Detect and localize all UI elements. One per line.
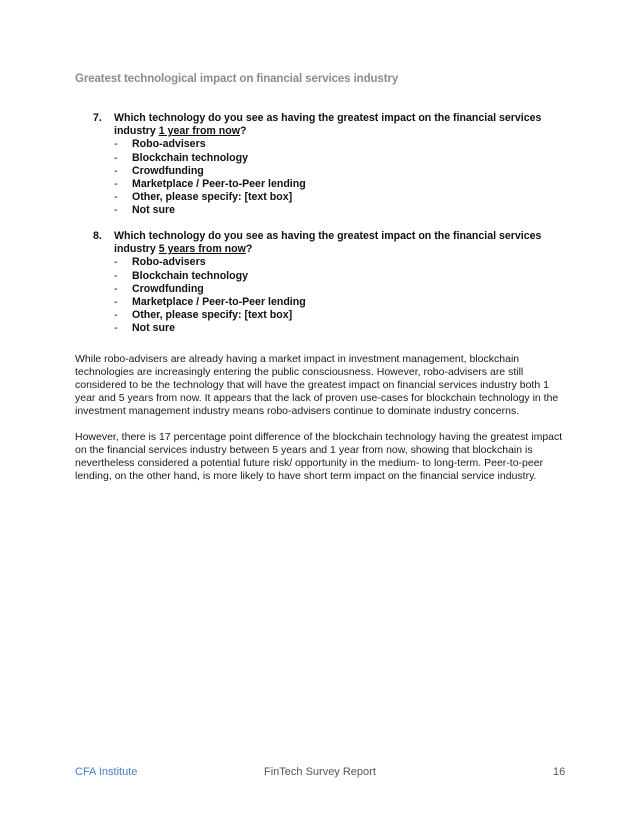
- answer-option: [114, 204, 573, 217]
- option-label: Other, please specify: [text box]: [132, 191, 293, 204]
- dash-bullet: -: [114, 282, 118, 295]
- option-label: Robo-advisers: [132, 256, 206, 269]
- option-label: Robo-advisers: [132, 138, 206, 151]
- footer-organization: CFA Institute: [75, 766, 138, 778]
- option-label: Other, please specify: [text box]: [132, 309, 293, 322]
- answer-option: [114, 165, 573, 178]
- dash-bullet: -: [114, 269, 118, 282]
- answer-option: [114, 283, 573, 296]
- answer-option: [114, 270, 573, 283]
- question-text: [114, 230, 573, 256]
- dash-bullet: -: [114, 204, 118, 217]
- dash-bullet: -: [114, 151, 118, 164]
- answer-option: [114, 309, 573, 322]
- question-number: 8.: [93, 230, 102, 242]
- option-label: Marketplace / Peer-to-Peer lending: [132, 296, 306, 309]
- question-timeframe: 1 year from now: [158, 125, 240, 138]
- body-paragraph-2: However, there is 17 percentage point difference of the blockchain technology having the greatest impact on the financial services industry between 5 years and 1 year from now, showing that blockchain is nevertheless considered a potential future risk/ opportunity in the medium- to long-term. Peer-to-peer lending, on the other hand, is more likely to have short term impact on the financial service industry.: [75, 430, 563, 483]
- dash-bullet: -: [114, 256, 118, 269]
- answer-option: [114, 296, 573, 309]
- question-mark: ?: [239, 125, 247, 138]
- dash-bullet: -: [114, 191, 118, 204]
- answer-option: [114, 191, 573, 204]
- option-label: Crowdfunding: [132, 164, 204, 177]
- question-text-part: Which technology do you see as having the greatest impact on the financial services industry: [114, 112, 542, 138]
- answer-option: [114, 322, 573, 335]
- dash-bullet: -: [114, 178, 118, 191]
- answer-option: [114, 152, 573, 165]
- footer-page-number: 16: [553, 766, 566, 778]
- answer-option: [114, 256, 573, 269]
- question-7: [93, 112, 573, 218]
- dash-bullet: -: [114, 309, 118, 322]
- footer-report-title: FinTech Survey Report: [264, 766, 376, 778]
- option-label: Crowdfunding: [132, 282, 204, 295]
- question-text: [114, 112, 573, 138]
- answer-option: [114, 138, 573, 151]
- body-paragraph-1: While robo-advisers are already having a market impact in investment management, blockchain technologies are increasingly entering the public consciousness. However, robo-advisers are still considered to be the technology that will have the greatest impact on financial services industry both 1 year and 5 years from now. It appears that the lack of proven use-cases for blockchain technology in the investment management industry means robo-advisers continue to dominate industry concerns.: [75, 352, 559, 418]
- question-number: 7.: [93, 112, 102, 124]
- question-mark: ?: [245, 243, 253, 256]
- dash-bullet: -: [114, 296, 118, 309]
- option-label: Blockchain technology: [132, 151, 248, 164]
- question-timeframe: 5 years from now: [158, 243, 246, 256]
- answer-option: [114, 178, 573, 191]
- option-label: Not sure: [132, 204, 175, 217]
- option-label: Marketplace / Peer-to-Peer lending: [132, 178, 306, 191]
- option-label: Blockchain technology: [132, 269, 248, 282]
- section-heading: Greatest technological impact on financial services industry: [75, 73, 399, 85]
- dash-bullet: -: [114, 138, 118, 151]
- dash-bullet: -: [114, 164, 118, 177]
- option-label: Not sure: [132, 322, 175, 335]
- answer-options: [114, 138, 573, 217]
- answer-options: [114, 256, 573, 335]
- dash-bullet: -: [114, 322, 118, 335]
- question-text-part: Which technology do you see as having the greatest impact on the financial services industry: [114, 230, 542, 256]
- question-8: [93, 230, 573, 336]
